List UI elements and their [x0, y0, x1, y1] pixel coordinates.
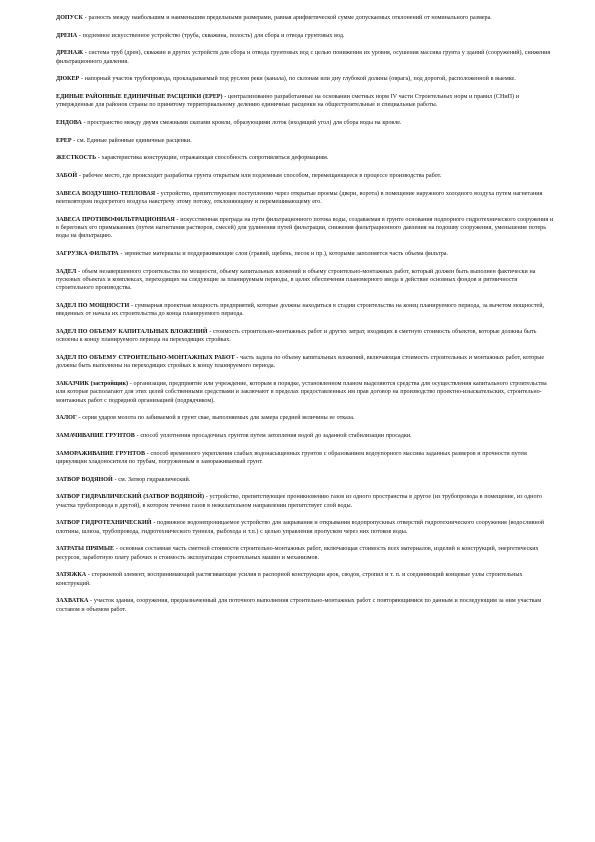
- glossary-term: ЗАТВОР ГИДРАВЛИЧЕСКИЙ (ЗАТВОР ВОДЯНОЙ): [56, 494, 204, 501]
- glossary-definition: - зернистые материалы и поддерживающие слои (гравий, щебень, песок и пр.), которыми заполняется часть объема фильтра.: [118, 251, 448, 258]
- glossary-definition: - способ уплотнения просадочных грунтов путем затопления водой до заданной стабилизации просадки.: [134, 432, 412, 439]
- glossary-definition: - напорный участок трубопровода, прокладываемый под руслом реки (канала), по склонам или дну глубокой долины (оврага), под дорогой, расположенной в выемке.: [79, 76, 516, 83]
- glossary-term: ЕНДОВА: [56, 120, 82, 127]
- glossary-definition: - организация, предприятие или учреждение, которым в порядке, установленном планом выделяются средства для осуществления капитального строительства или которые располагают для этих целей собственными средствами и заключают в пределах предоставленных им прав договор на производство проектно-изыскательских, строительно-монтажных работ с подрядной организацией (подрядчиком).: [56, 380, 547, 404]
- glossary-definition: - см. Единые районные единичные расценки.: [71, 137, 192, 144]
- glossary-term: ДОПУСК: [56, 15, 83, 21]
- glossary-definition: - искусственная преграда на пути фильтрационного потока воды, создаваемая в грунте основания подпорного гидротехнического сооружения и в береговых его примыканиях (путем нагнетания растворов, смесей) для удлинения путей фильтрации, снижения фильтрационного давления на подошву сооружения, уменьшения потерь воды на фильтрацию.: [56, 216, 554, 240]
- glossary-entry: [56, 137, 555, 145]
- glossary-term: ЗАМАЧИВАНИЕ ГРУНТОВ: [56, 432, 135, 439]
- glossary-entry: [56, 328, 555, 345]
- glossary-definition: - серия ударов молота по забиваемой в грунт свае, выполняемых для замера средней величины ее отказа.: [76, 415, 355, 422]
- glossary-definition: - пространство между двумя смежными скатами кровли, образующими лоток (входящий угол) для сбора воды на кровле.: [81, 120, 402, 127]
- glossary-entry: [56, 190, 555, 207]
- glossary-entry: [56, 432, 555, 440]
- glossary-definition: - подземное искусственное устройство (труба, скважина, полость) для сбора и отвода грунтовых вод.: [77, 32, 345, 39]
- glossary-entry: [56, 75, 555, 83]
- glossary-entry: [56, 250, 555, 258]
- glossary-term: ДРЕНА: [56, 32, 78, 39]
- glossary-term: ЗАГРУЗКА ФИЛЬТРА: [56, 251, 119, 258]
- glossary-entry: [56, 154, 555, 162]
- glossary-entry: [56, 354, 555, 371]
- glossary-definition: - способ временного укрепления слабых водонасыщенных грунтов с образованием водоупорного массива заданных размеров и прочности путем циркуляции хладоносителя по трубам, погруженным в замораживаемый грунт.: [56, 450, 527, 465]
- glossary-definition: - суммарная проектная мощность предприятий, которые должны находиться в стадии строительства на конец планируемого периода, за вычетом мощностей, введенных от начала их строительства до конца планируемого периода.: [56, 303, 545, 318]
- glossary-term: ЗАКАЗЧИК (застройщик): [56, 380, 129, 387]
- glossary-term: ЗАХВАТКА: [56, 598, 89, 605]
- glossary-entry: [56, 519, 555, 536]
- glossary-entry: [56, 49, 555, 66]
- glossary-definition: - участок здания, сооружения, предназначенный для поточного выполнения строительно-монтажных работ с повторяющимися по данным и последующим за ним участкам составом и объемом работ.: [56, 598, 542, 613]
- glossary-term: ЗАВЕСА ВОЗДУШНО-ТЕПЛОВАЯ: [56, 190, 156, 197]
- glossary-definition: - система труб (дрен), скважин и других устройств для сбора и отвода грунтовых вод с целью понижения их уровня, осушения массива грунта у зданий (сооружений), снижения фильтрационного давления.: [56, 50, 551, 65]
- glossary-definition: - характеристика конструкции, отражающая способность сопротивляться деформациям.: [96, 155, 329, 162]
- glossary-term: ЕРЕР: [56, 137, 72, 144]
- glossary-entry: [56, 476, 555, 484]
- glossary-entry: [56, 268, 555, 293]
- glossary-term: ЗАБОЙ: [56, 173, 78, 180]
- glossary-term: ЗАВЕСА ПРОТИВОФИЛЬТРАЦИОННАЯ: [56, 216, 175, 223]
- glossary-term: ЗАМОРАЖИВАНИЕ ГРУНТОВ: [56, 450, 146, 457]
- glossary-definition: - разность между наибольшим и наименьшим предельными размерами, равная арифметической сумме допускаемых отклонений от номинального размера.: [82, 15, 492, 21]
- glossary-definition: - стержневой элемент, воспринимающий растягивающие усилия в распорной конструкции арок, сводов, стропил и т. п. и соединяющий концевые узлы строительных конструкций.: [56, 572, 523, 587]
- glossary-term: ДЮКЕР: [56, 76, 80, 83]
- glossary-term: ЗАДЕЛ: [56, 268, 77, 275]
- glossary-term: ЕДИНЫЕ РАЙОННЫЕ ЕДИНИЧНЫЕ РАСЦЕНКИ (ЕРЕР): [56, 94, 223, 101]
- glossary-entry: [56, 14, 555, 22]
- glossary-term: ЗАДЕЛ ПО ОБЪЕМУ СТРОИТЕЛЬНО-МОНТАЖНЫХ РАБОТ: [56, 354, 235, 361]
- glossary-term: ЗАТВОР ВОДЯНОЙ: [56, 476, 113, 483]
- glossary-definition: - часть задела по объему капитальных вложений, включающая стоимость строительных и монтажных работ, которые должны быть выполнены на переходящих стройках к концу планируемого периода.: [56, 354, 545, 370]
- glossary-definition: - устройство, препятствующее проникновению газов из одного пространства в другое (из трубопровода в помещение, из одного участка трубопровода в другой), в котором течение газов в нежелательном направлении препятствует слой воды.: [56, 494, 542, 509]
- glossary-entry: [56, 571, 555, 588]
- glossary-entry: [56, 380, 555, 405]
- glossary-term: ЗАТРАТЫ ПРЯМЫЕ: [56, 546, 115, 553]
- glossary-term: ЗАЛОГ: [56, 415, 77, 422]
- glossary-definition: - см. Затвор гидравлический.: [112, 476, 191, 483]
- glossary-term: ЗАДЕЛ ПО МОЩНОСТИ: [56, 303, 130, 310]
- glossary-entry: [56, 119, 555, 127]
- glossary-term: ДРЕНАЖ: [56, 50, 84, 57]
- glossary-entry: [56, 450, 555, 467]
- glossary-entry: [56, 493, 555, 510]
- glossary-definition: - объем незавершенного строительства по мощности, объему капитальных вложений и объему строительно-монтажных работ, который должен быть выполнен фактически на пусковых объектах и комплексах, переходящих на следующие за планируемым периоды, в целях обеспечения планомерного ввода в действие основных фондов и ритмичности строительного производства.: [56, 268, 536, 292]
- glossary-entry: [56, 302, 555, 319]
- glossary-term: ЗАДЕЛ ПО ОБЪЕМУ КАПИТАЛЬНЫХ ВЛОЖЕНИЙ: [56, 329, 208, 335]
- glossary-entry: [56, 414, 555, 422]
- glossary-definition: - рабочее место, где происходит разработка грунта открытым или подземным способом, перемещающееся в процессе производства работ.: [77, 173, 442, 180]
- glossary-definition: - стоимость строительно-монтажных работ и других затрат, входящих в сметную стоимость объектов, которые должны быть освоены к концу планируемого периода на переходящих стройках.: [56, 329, 537, 344]
- glossary-term: ЖЕСТКОСТЬ: [56, 155, 97, 162]
- glossary-term: ЗАТЯЖКА: [56, 572, 87, 579]
- glossary-entry: [56, 597, 555, 614]
- glossary-definition: - подвижное водонепроницаемое устройство для закрывания и открывания водопропускных отверстий гидротехнического сооружения (водосливной плотины, шлюза, трубопровода, гидротехнического туннеля, рыбохода и т.п.) с целью управления пропуском через них потоков воды.: [56, 520, 545, 535]
- glossary-entry: [56, 545, 555, 562]
- glossary-entry: [56, 32, 555, 40]
- glossary-entry: [56, 216, 555, 241]
- glossary-term: ЗАТВОР ГИДРОТЕХНИЧЕСКИЙ: [56, 520, 152, 527]
- glossary-entry: [56, 172, 555, 180]
- glossary-entry: [56, 93, 555, 110]
- glossary-definition: - централизованно разработанные на основании сметных норм IV части Строительных норм и правил (СНиП) и утвержденные для районов страны по принятому территориальному делению единичные расценки на общестроительные и специальные работы.: [56, 94, 520, 109]
- glossary-definition: - основная составная часть сметной стоимости строительно-монтажных работ, включающая стоимость всех материалов, изделий и конструкций, энергетических ресурсов, заработную плату рабочих и стоимость эксплуатации строительных машин и механизмов.: [56, 546, 539, 561]
- glossary-definition: - устройство, препятствующее поступлению через открытые проемы (двери, ворота) в помещение наружного холодного воздуха путем нагнетания вентилятором подогретого воздуха навстречу этому потоку, отклоняющему и перемешивающему его.: [56, 190, 543, 206]
